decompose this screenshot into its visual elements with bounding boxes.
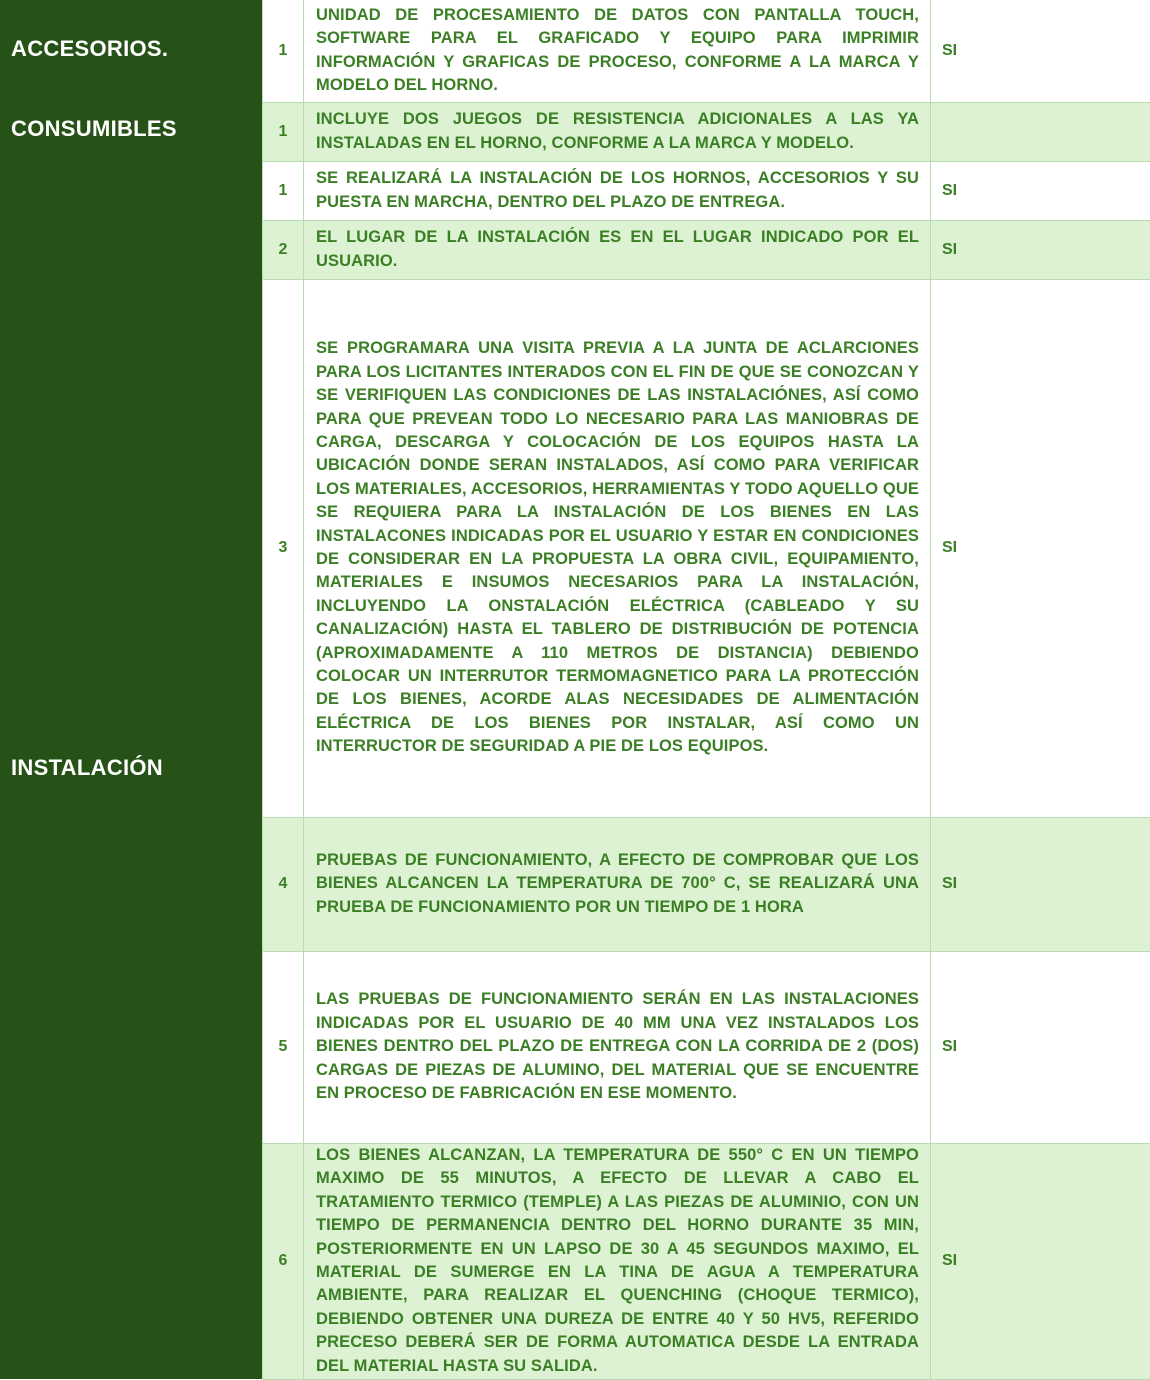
- row-number: 6: [263, 1143, 304, 1379]
- row-value: SI: [931, 0, 1150, 102]
- table-row: [263, 220, 1150, 279]
- row-value: SI: [931, 279, 1150, 817]
- table-row: [263, 1143, 1150, 1379]
- row-description: UNIDAD DE PROCESAMIENTO DE DATOS CON PANTALLA TOUCH, SOFTWARE PARA EL GRAFICADO Y EQUIPO PARA IMPRIMIR INFORMACIÓN Y GRAFICAS DE PROCESO, CONFORME A LA MARCA Y MODELO DEL HORNO.: [304, 0, 931, 102]
- row-description: SE REALIZARÁ LA INSTALACIÓN DE LOS HORNOS, ACCESORIOS Y SU PUESTA EN MARCHA, DENTRO DEL PLAZO DE ENTREGA.: [304, 161, 931, 220]
- row-value: SI: [931, 1143, 1150, 1379]
- section-label-instalacion: INSTALACIÓN: [11, 755, 163, 781]
- row-value: SI: [931, 161, 1150, 220]
- row-number: 2: [263, 220, 304, 279]
- row-number: 1: [263, 0, 304, 102]
- table-row: [263, 951, 1150, 1143]
- row-description: EL LUGAR DE LA INSTALACIÓN ES EN EL LUGAR INDICADO POR EL USUARIO.: [304, 220, 931, 279]
- row-number: 3: [263, 279, 304, 817]
- section-sidebar: [0, 0, 262, 1379]
- row-description: LAS PRUEBAS DE FUNCIONAMIENTO SERÁN EN LAS INSTALACIONES INDICADAS POR EL USUARIO DE 40 MM UNA VEZ INSTALADOS LOS BIENES DENTRO DEL PLAZO DE ENTREGA CON LA CORRIDA DE 2 (DOS) CARGAS DE PIEZAS DE ALUMINO, DEL MATERIAL QUE SE ENCUENTRE EN PROCESO DE FABRICACIÓN EN ESE MOMENTO.: [304, 951, 931, 1143]
- row-value: SI: [931, 220, 1150, 279]
- row-value: SI: [931, 817, 1150, 951]
- table-row: [263, 279, 1150, 817]
- row-description: SE PROGRAMARA UNA VISITA PREVIA A LA JUNTA DE ACLARCIONES PARA LOS LICITANTES INTERADOS CON EL FIN DE QUE SE CONOZCAN Y SE VERIFIQUEN LAS CONDICIONES DE LAS INSTALACIÓNES, ASÍ COMO PARA QUE PREVEAN TODO LO NECESARIO PARA LAS MANIOBRAS DE CARGA, DESCARGA Y COLOCACIÓN DE LOS EQUIPOS HASTA LA UBICACIÓN DONDE SERAN INSTALADOS, ASÍ COMO PARA VERIFICAR LOS MATERIALES, ACCESORIOS, HERRAMIENTAS Y TODO AQUELLO QUE SE REQUIERA PARA LA INSTALACIÓN DE LOS BIENES EN LAS INSTALACONES INDICADAS POR EL USUARIO Y ESTAR EN CONDICIONES DE CONSIDERAR EN LA PROPUESTA LA OBRA CIVIL, EQUIPAMIENTO, MATERIALES E INSUMOS NECESARIOS PARA LA INSTALACIÓN, INCLUYENDO LA ONSTALACIÓN ELÉCTRICA (CABLEADO Y SU CANALIZACIÓN) HASTA EL TABLERO DE DISTRIBUCIÓN DE POTENCIA (APROXIMADAMENTE A 110 METROS DE DISTANCIA) DEBIENDO COLOCAR UN INTERRUTOR TERMOMAGNETICO PARA LA PROTECCIÓN DE LOS BIENES, ACORDE ALAS NECESIDADES DE ALIMENTACIÓN ELÉCTRICA DE LOS BIENES POR INSTALAR, ASÍ COMO UN INTERRUCTOR DE SEGURIDAD A PIE DE LOS EQUIPOS.: [304, 279, 931, 817]
- section-label-accesorios: ACCESORIOS.: [11, 36, 168, 62]
- section-label-consumibles: CONSUMIBLES: [11, 116, 177, 142]
- row-number: 5: [263, 951, 304, 1143]
- row-number: 1: [263, 102, 304, 161]
- table-row: [263, 0, 1150, 102]
- row-number: 4: [263, 817, 304, 951]
- table-row: [263, 161, 1150, 220]
- row-description: LOS BIENES ALCANZAN, LA TEMPERATURA DE 550° C EN UN TIEMPO MAXIMO DE 55 MINUTOS, A EFECTO DE LLEVAR A CABO EL TRATAMIENTO TERMICO (TEMPLE) A LAS PIEZAS DE ALUMINIO, CON UN TIEMPO DE PERMANENCIA DENTRO DEL HORNO DURANTE 35 MIN, POSTERIORMENTE EN UN LAPSO DE 30 A 45 SEGUNDOS MAXIMO, EL MATERIAL DE SUMERGE EN LA TINA DE AGUA A TEMPERATURA AMBIENTE, PARA REALIZAR EL QUENCHING (CHOQUE TERMICO), DEBIENDO OBTENER UNA DUREZA DE ENTRE 40 Y 50 HV5, REFERIDO PRECESO DEBERÁ SER DE FORMA AUTOMATICA DESDE LA ENTRADA DEL MATERIAL HASTA SU SALIDA.: [304, 1143, 931, 1379]
- row-number: 1: [263, 161, 304, 220]
- table-row: [263, 817, 1150, 951]
- row-description: PRUEBAS DE FUNCIONAMIENTO, A EFECTO DE COMPROBAR QUE LOS BIENES ALCANCEN LA TEMPERATURA DE 700° C, SE REALIZARÁ UNA PRUEBA DE FUNCIONAMIENTO POR UN TIEMPO DE 1 HORA: [304, 817, 931, 951]
- row-value: SI: [931, 951, 1150, 1143]
- row-value: [931, 102, 1150, 161]
- table-row: [263, 102, 1150, 161]
- spec-table: [262, 0, 1150, 1380]
- row-description: INCLUYE DOS JUEGOS DE RESISTENCIA ADICIONALES A LAS YA INSTALADAS EN EL HORNO, CONFORME A LA MARCA Y MODELO.: [304, 102, 931, 161]
